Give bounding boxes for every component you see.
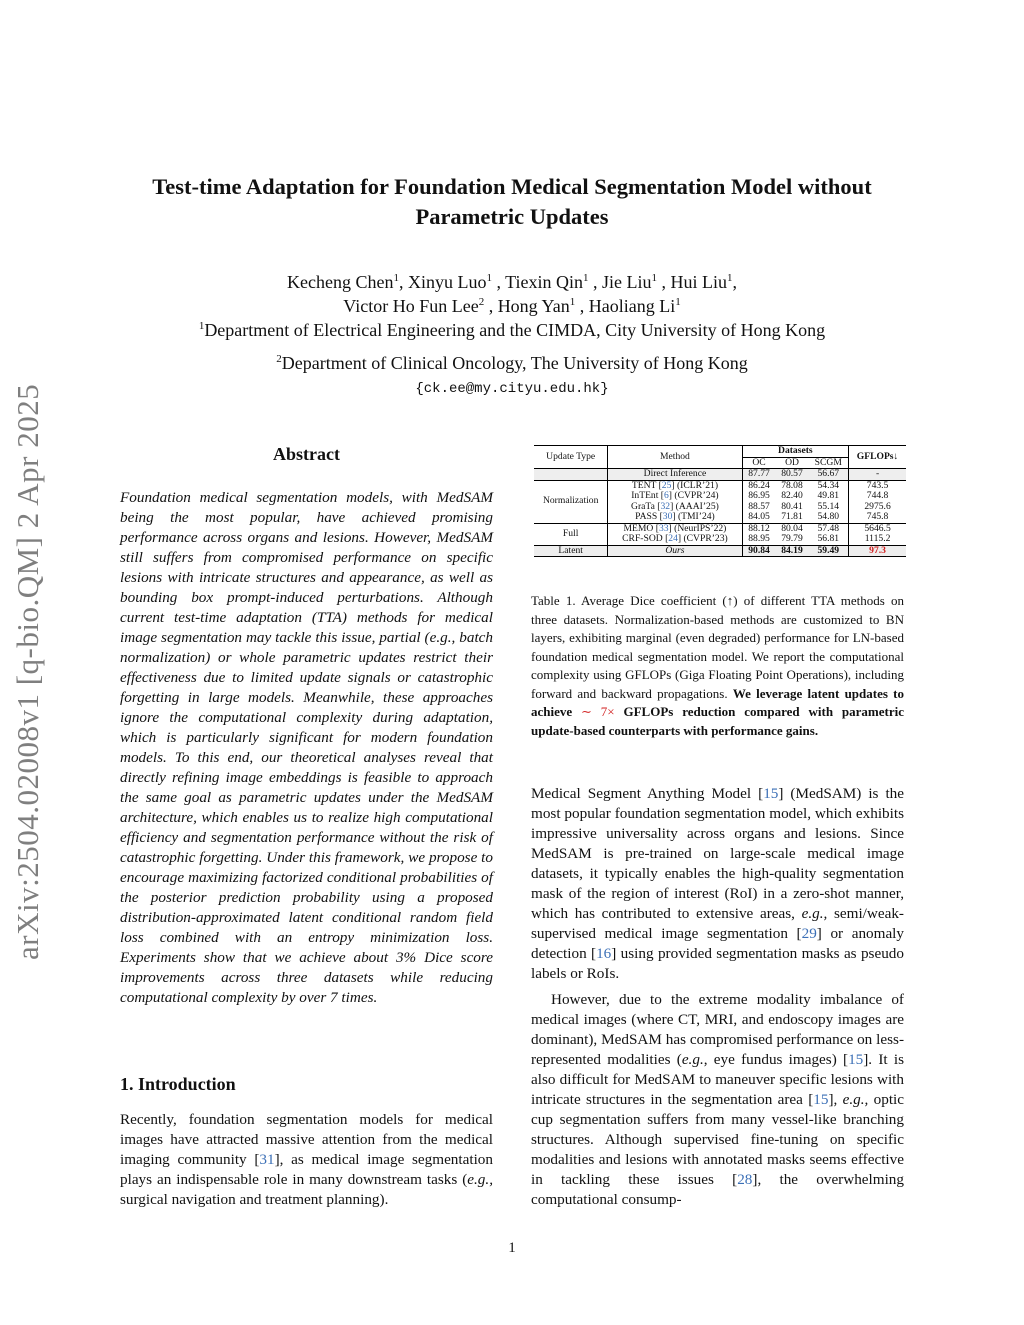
author-affil: 2: [478, 296, 485, 308]
title-line-1: Test-time Adaptation for Foundation Medical Segmentation Model without: [152, 174, 872, 199]
table-row: [534, 469, 906, 481]
cell-gflops: 5646.5: [849, 523, 906, 534]
citation-link[interactable]: 29: [801, 925, 817, 942]
affiliation-1-marker: 1: [198, 320, 205, 332]
caption-bold: We leverage latent updates to achieve: [531, 685, 904, 719]
cell-group: Full: [534, 523, 608, 545]
author-affil: 1: [583, 272, 589, 284]
cell-scgm: 55.14: [817, 500, 840, 512]
cell-scgm: 56.81: [808, 534, 848, 545]
cell-od: 71.81: [776, 512, 809, 523]
cell-oc: 90.84: [742, 545, 776, 557]
body-text: optic cup segmentation suffers from many vessel-like branching structures. Although supervised fine-tuning on specific modalities and lesions with annotated masks seems effective in tackling these issues [: [531, 1091, 905, 1188]
author-affil: 1: [727, 272, 733, 284]
page-number: 1: [508, 1240, 516, 1256]
author-sep: ,: [575, 296, 589, 316]
author-affil: 1: [486, 272, 492, 284]
method-name: TENT [: [631, 479, 662, 491]
body-text: However, due to the extreme modality imbalance of medical images (where CT, MRI, and endoscopy images are dominant), MedSAM has compromised performance on less-represented modalities (: [531, 991, 904, 1068]
cell-scgm: 49.81: [817, 490, 840, 501]
method-venue: ] (ICLR’21): [671, 479, 719, 491]
cell-oc: 86.24: [742, 480, 776, 491]
author-name: Kecheng Chen: [286, 272, 394, 292]
cell-gflops: 744.8: [849, 491, 906, 502]
citation-link[interactable]: 25: [661, 479, 672, 491]
cell-group: [534, 469, 608, 481]
cell-group: Latent: [534, 545, 608, 557]
body-text: ], the overwhelming computational consump-: [531, 1171, 904, 1208]
author-name: Hong Yan: [497, 296, 570, 316]
author-sep: ,: [398, 272, 408, 292]
th-datasets: Datasets: [742, 446, 849, 458]
method-name: CRF-SOD [: [622, 533, 669, 544]
cell-od: 78.08: [781, 479, 803, 491]
method-venue: ] (AAAI’25): [670, 500, 719, 512]
body-text: ] (MedSAM) is the most popular foundation segmentation model, which exhibits impressive universality across organs and lesions. Since MedSAM is pre-trained on large-scale medical image datasets, it typically enables the high-quality segmentation mask of the region of interest (RoI) in a zero-shot manner, which has contributed to extensive areas,: [531, 785, 905, 922]
right-paragraph-1: [531, 784, 904, 984]
cell-scgm: 59.49: [808, 545, 848, 557]
method-name: PASS [: [635, 511, 663, 522]
cell-oc: 88.95: [742, 534, 776, 545]
authors-line-1: [80, 271, 944, 293]
th-oc: OC: [742, 457, 776, 469]
method-venue: ] (TMI’24): [672, 511, 715, 522]
cell-oc: 87.77: [742, 469, 776, 481]
intro-text: ], as medical image segmentation plays an indispensable role in many downstream tasks (: [120, 1151, 493, 1188]
intro-text: surgical navigation and treatment planning).: [120, 1191, 389, 1208]
author-affil: 1: [651, 272, 657, 284]
citation-link[interactable]: 30: [662, 511, 673, 522]
author-name: Victor Ho Fun Lee: [343, 296, 479, 316]
author-affil: 1: [393, 272, 399, 284]
th-method: Method: [608, 446, 742, 469]
author-sep: ,: [484, 296, 498, 316]
th-update-type: Update Type: [534, 446, 608, 469]
body-text: e.g.,: [801, 905, 828, 922]
method-name: MEMO [: [623, 522, 659, 534]
method-name: Ours: [665, 544, 685, 556]
author-name: Jie Liu: [602, 272, 652, 292]
intro-heading: 1. Introduction: [120, 1074, 236, 1094]
cell-gflops: 2975.6: [849, 502, 906, 513]
author-sep: ,: [732, 272, 737, 292]
cell-gflops: 97.3: [849, 545, 906, 557]
cell-od: 82.40: [781, 490, 803, 501]
cell-scgm: 56.67: [808, 469, 848, 481]
author-name: Tiexin Qin: [505, 272, 583, 292]
method-venue: ] (CVPR’24): [668, 490, 719, 501]
intro-text: Recently, foundation segmentation models for medical images have attracted massive attention from the medical imaging community [: [120, 1111, 493, 1168]
affiliation-1: [80, 319, 944, 341]
body-text: ] or anomaly detection [: [531, 925, 904, 962]
body-text: e.g.,: [842, 1091, 869, 1108]
citation-link[interactable]: 32: [660, 500, 671, 512]
author-name: Hui Liu: [670, 272, 727, 292]
table-row: [534, 545, 906, 557]
body-text: ] using provided segmentation masks as pseudo labels or RoIs.: [531, 945, 904, 982]
cell-oc: 88.12: [742, 523, 776, 534]
method-venue: ] (NeurIPS’22): [668, 522, 727, 534]
cell-gflops: 1115.2: [849, 534, 906, 545]
arxiv-stamp: arXiv:2504.02008v1 [q-bio.QM] 2 Apr 2025: [10, 383, 45, 960]
body-text: ],: [828, 1091, 843, 1108]
author-affil: 1: [569, 296, 576, 308]
cell-gflops: 743.5: [849, 480, 906, 491]
cell-scgm: 54.80: [808, 512, 848, 523]
citation-link[interactable]: 24: [668, 533, 678, 544]
cell-gflops: -: [849, 469, 906, 481]
author-name: Haoliang Li: [588, 296, 676, 316]
cell-gflops: 745.8: [849, 512, 906, 523]
method-name: InTEnt [: [631, 490, 664, 501]
method-name: GraTa [: [631, 500, 661, 512]
affiliation-2-marker: 2: [276, 353, 282, 365]
citation-link[interactable]: 28: [737, 1171, 753, 1188]
cell-od: 80.57: [776, 469, 809, 481]
author-sep: ,: [491, 272, 506, 292]
citation-link[interactable]: 16: [596, 945, 612, 962]
cell-scgm: 54.34: [817, 479, 840, 491]
author-email: {ck.ee@my.cityu.edu.hk}: [415, 381, 609, 397]
author-sep: ,: [588, 272, 602, 292]
body-text: ]. It is also difficult for MedSAM to maneuver specific lesions with intricate structures in the segmentation area [: [531, 1051, 904, 1108]
cell-oc: 86.95: [742, 491, 776, 502]
citation-link[interactable]: 15: [813, 1091, 829, 1108]
affiliation-2-text: Department of Clinical Oncology, The University of Hong Kong: [281, 353, 748, 373]
citation-link[interactable]: 15: [763, 785, 779, 802]
cell-od: 80.04: [781, 522, 803, 534]
citation-link[interactable]: 31: [259, 1151, 275, 1168]
caption-text: Table 1. Average Dice coefficient (↑) of different TTA methods on three datasets. Normalization-based methods are customized to BN layers, exhibiting marginal (even degraded) performance for LN-based foundation medical segmentation model. We report the computational complexity using GFLOPs (Giga Floating Point Operations), including forward and backward propagations.: [531, 593, 904, 701]
paper-title: [80, 172, 944, 232]
cell-od: 84.19: [776, 545, 809, 557]
citation-link[interactable]: 6: [664, 490, 669, 501]
cell-oc: 84.05: [742, 512, 776, 523]
authors-line-2: [80, 295, 944, 317]
affiliation-1-text: Department of Electrical Engineering and the CIMDA, City University of Hong Kong: [204, 320, 826, 340]
body-text: semi/weak-supervised medical image segmentation [: [531, 905, 904, 942]
cell-method: [608, 534, 742, 545]
th-gflops: GFLOPs↓: [849, 446, 906, 469]
th-od: OD: [776, 457, 809, 469]
right-paragraph-2: [531, 990, 904, 1210]
intro-paragraph: [120, 1110, 493, 1210]
cell-group: Normalization: [534, 480, 608, 523]
cell-method: [608, 545, 742, 557]
caption-bold: GFLOPs reduction compared with parametric update-based counterparts with performance gains.: [531, 704, 905, 738]
table-caption: [531, 592, 904, 740]
th-scgm: SCGM: [808, 457, 848, 469]
method-venue: ] (CVPR’23): [677, 533, 728, 544]
author-affil: 1: [675, 296, 681, 308]
body-text: Medical Segment Anything Model [: [531, 785, 764, 802]
citation-link[interactable]: 15: [848, 1051, 864, 1068]
title-line-2: Parametric Updates: [415, 204, 609, 229]
author-name: Xinyu Luo: [407, 272, 487, 292]
results-table: [534, 445, 906, 557]
abstract-body: Foundation medical segmentation models, with MedSAM being the most popular, have achieved promising performance across organs and lesions. However, MedSAM still suffers from compromised performance on specific lesions with intricate structures and appearance, as well as bounding box prompt-induced perturbations. Although current test-time adaptation (TTA) methods for medical image segmentation may tackle this issue, partial (e.g., batch normalization) or whole parametric updates restrict their effectiveness due to limited update signals or catastrophic forgetting in large models. Meanwhile, these approaches ignore the computational complexity during adaptation, which is particularly significant for modern foundation models. To this end, our theoretical analyses reveal that directly refining image embeddings is feasible to approach the same goal as parametric updates under the MedSAM architecture, which enables us to realize high computational efficiency and segmentation performance without the risk of catastrophic forgetting. Under this framework, we propose to encourage maximizing factorized conditional probabilities of the posterior prediction probability using a proposed distribution-approximated latent conditional random field loss combined with an entropy minimization loss. Experiments show that we achieve about 3% Dice score improvements across three datasets while reducing computational complexity by over 7 times.: [120, 489, 493, 1006]
cell-scgm: 57.48: [817, 522, 840, 534]
cell-od: 80.41: [781, 500, 803, 512]
caption-highlight: ∼ 7×: [581, 704, 615, 719]
method-name: Direct Inference: [643, 468, 707, 479]
intro-text: e.g.,: [467, 1171, 493, 1188]
body-text: e.g.: [681, 1051, 704, 1068]
body-text: , eye fundus images) [: [703, 1051, 849, 1068]
cell-method: [608, 469, 742, 481]
table-row: [534, 480, 906, 491]
author-sep: ,: [657, 272, 671, 292]
abstract-heading: Abstract: [273, 444, 340, 464]
cell-method: [608, 512, 742, 523]
cell-od: 79.79: [776, 534, 809, 545]
affiliation-2: [80, 352, 944, 374]
citation-link[interactable]: 33: [658, 522, 669, 534]
cell-oc: 88.57: [742, 502, 776, 513]
